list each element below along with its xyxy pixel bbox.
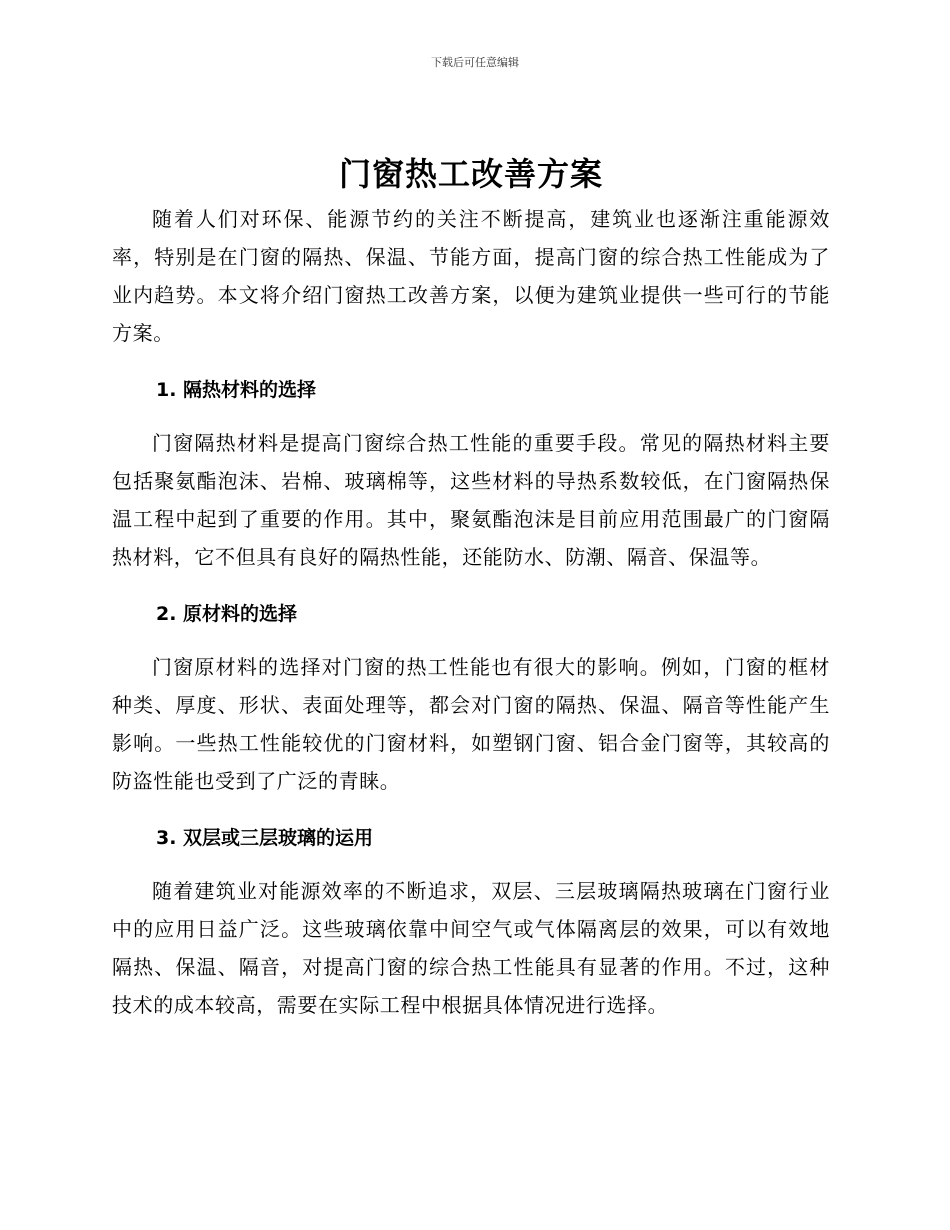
intro-paragraph: 随着人们对环保、能源节约的关注不断提高，建筑业也逐渐注重能源效率，特别是在门窗的隔热、保温、节能方面，提高门窗的综合热工性能成为了业内趋势。本文将介绍门窗热工改善方案，以便为建筑业提供一些可行的节能方案。 (112, 207, 830, 345)
section-heading-raw-materials: 2. 原材料的选择 (156, 603, 298, 625)
section-heading-insulation-materials: 1. 隔热材料的选择 (156, 379, 317, 401)
document-title: 门窗热工改善方案 (338, 155, 603, 193)
section-body-raw-materials: 门窗原材料的选择对门窗的热工性能也有很大的影响。例如，门窗的框材种类、厚度、形状、表面处理等，都会对门窗的隔热、保温、隔音等性能产生影响。一些热工性能较优的门窗材料，如塑钢门窗、铝合金门窗等，其较高的防盗性能也受到了广泛的青睐。 (112, 655, 830, 793)
section-body-multi-layer-glass: 随着建筑业对能源效率的不断追求，双层、三层玻璃隔热玻璃在门窗行业中的应用日益广泛。这些玻璃依靠中间空气或气体隔离层的效果，可以有效地隔热、保温、隔音，对提高门窗的综合热工性能具有显著的作用。不过，这种技术的成本较高，需要在实际工程中根据具体情况进行选择。 (112, 879, 830, 1017)
document-body (112, 148, 830, 1024)
page-header-note: 下载后可任意编辑 (431, 56, 519, 69)
section-heading-multi-layer-glass: 3. 双层或三层玻璃的运用 (156, 827, 374, 849)
section-body-insulation-materials: 门窗隔热材料是提高门窗综合热工性能的重要手段。常见的隔热材料主要包括聚氨酯泡沫、岩棉、玻璃棉等，这些材料的导热系数较低，在门窗隔热保温工程中起到了重要的作用。其中，聚氨酯泡沫是目前应用范围最广的门窗隔热材料，它不但具有良好的隔热性能，还能防水、防潮、隔音、保温等。 (112, 431, 830, 569)
